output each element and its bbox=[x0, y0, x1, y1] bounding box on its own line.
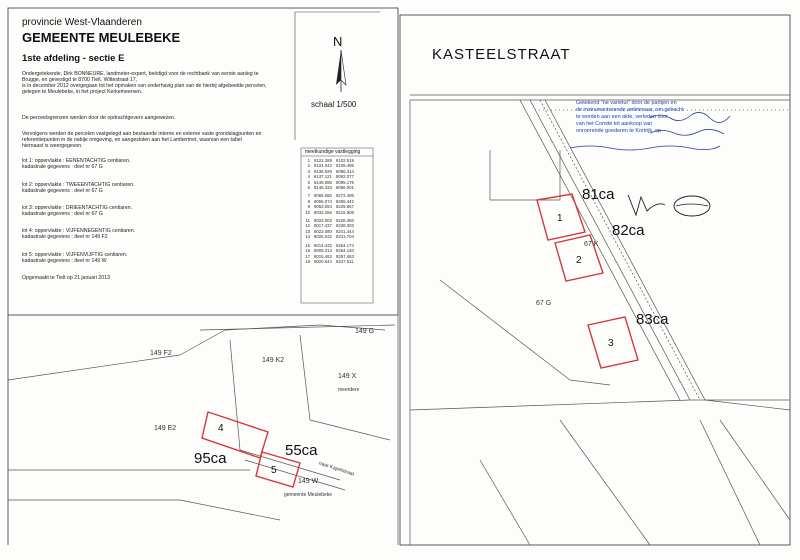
coord-table-cell: 9 bbox=[307, 204, 310, 210]
coord-table-cell: 5 bbox=[307, 179, 310, 185]
method-paragraph: Vervolgens werden de percelen vastgelegd aan bestaande interne en externe vaste grondslagpunten en referentiepunten in de nabije omgeving, en aangesloten aan het Lambertnet, waarvan een tabel hiernaast is weergegeven. bbox=[22, 131, 262, 149]
coord-table-cell: 8020.644 bbox=[314, 258, 332, 264]
lot-3-number: 3 bbox=[608, 338, 614, 349]
lot-4-description: lot 4: oppervlakte : VIJFENNEGENTIG centiaren. kadastrale gegevens : deel nr 149 F2 bbox=[22, 228, 136, 240]
signature-1 bbox=[628, 195, 665, 215]
parcel-meerdere: meerdere bbox=[338, 387, 360, 393]
coord-table-cell: 8215.908 bbox=[335, 209, 354, 215]
coord-table-cell: 8121.289 bbox=[314, 158, 332, 163]
coord-table-cell: 8231.704 bbox=[335, 234, 354, 240]
coord-table-cell: 8264.140 bbox=[335, 248, 354, 254]
coord-table-cell: 8022.003 bbox=[314, 218, 332, 224]
lot-1-description: lot 1: oppervlakte : EENENTACHTIG centiaren. kadastrale gegevens : deel nr 67 G bbox=[22, 158, 131, 170]
coord-table-cell: 8096.314 bbox=[335, 168, 354, 174]
gemeente-label: gemeente Meulebeke bbox=[284, 492, 333, 498]
lot-2-area: 82ca bbox=[612, 222, 645, 239]
coord-table-cell: 4 bbox=[307, 174, 310, 180]
coord-table-cell: 1 bbox=[307, 158, 310, 163]
lot-3-description: lot 3: oppervlakte : DRIEENTACHTIG centiaren. kadastrale gegevens : deel nr 67 G bbox=[22, 205, 133, 217]
naar-kapelstraat-label: naar Kapelstraat bbox=[317, 460, 355, 478]
province-label: provincie West-Vlaanderen bbox=[22, 17, 142, 28]
coord-table-cell: 8065.650 bbox=[314, 193, 332, 199]
coord-table-cell: 8014.422 bbox=[314, 242, 332, 248]
lot-4-number: 4 bbox=[218, 423, 224, 434]
parcel-149x: 149 X bbox=[338, 373, 357, 380]
lot-2-number: 2 bbox=[576, 255, 582, 266]
lot-4-area: 95ca bbox=[194, 450, 227, 467]
municipality-title: GEMEENTE MEULEBEKE bbox=[22, 30, 181, 45]
parcel-67g: 67 G bbox=[536, 300, 552, 307]
lot-5-area: 55ca bbox=[285, 442, 318, 459]
coord-table-cell: 8272.495 bbox=[335, 193, 354, 199]
coord-table-cell: 8025.022 bbox=[314, 234, 332, 240]
handwriting-line-1 bbox=[650, 112, 730, 122]
coord-table-cell: 8247.511 bbox=[335, 258, 354, 264]
coord-table-cell: 8238.303 bbox=[335, 223, 354, 229]
street-name: KASTEELSTRAAT bbox=[432, 46, 571, 63]
coord-table-cell: 8124.042 bbox=[314, 163, 332, 169]
ne-varietur-note: Getekend "ne varietur" door de partijen en de instrumenterende ambtenaar, om gehecht te worden aan een akte, verleden voor van het Comité tot aankoop van onroerende goederen te Kortrijk, op bbox=[576, 100, 684, 134]
lot-1-area: 81ca bbox=[582, 186, 615, 203]
coord-table-cell: 6 bbox=[307, 185, 310, 191]
parcel-149k2: 149 K2 bbox=[262, 357, 285, 364]
signature-2 bbox=[674, 196, 710, 216]
scale-label: schaal 1/500 bbox=[311, 100, 357, 109]
coord-table-cell: 12 bbox=[305, 223, 310, 229]
coord-table-cell: 8149.086 bbox=[314, 179, 332, 185]
coord-table-cell: 18 bbox=[305, 258, 310, 264]
coord-table-cell: 8009.314 bbox=[314, 248, 332, 254]
coord-table-cell: 8241.444 bbox=[335, 228, 354, 234]
coord-table-cell: 8095.175 bbox=[335, 179, 354, 185]
parcel-149e2: 149 E2 bbox=[154, 425, 177, 432]
coord-table-cell: 2 bbox=[307, 163, 310, 169]
coord-table-cell: 8023.080 bbox=[314, 228, 332, 234]
coord-table-cell: 17 bbox=[305, 253, 310, 259]
coord-table-cell: 8138.929 bbox=[314, 168, 332, 174]
coord-table-cell: 16 bbox=[305, 248, 310, 254]
handwriting-line-2 bbox=[650, 129, 724, 135]
coord-table-cell: 8257.463 bbox=[335, 253, 354, 259]
coord-table-cell: 8053.094 bbox=[314, 204, 332, 210]
coord-table-cell: 3 bbox=[307, 168, 310, 174]
coord-table-cell: 14 bbox=[305, 234, 310, 240]
lot-3-area: 83ca bbox=[636, 311, 669, 328]
handwriting-line-3 bbox=[570, 146, 720, 150]
lot-2-description: lot 2: oppervlakte : TWEEENTACHTIG centiaren. kadastrale gegevens : deel nr 67 G bbox=[22, 182, 135, 194]
boundary-note: De perceelsgrenzen werden door de opdrachtgevers aangewezen. bbox=[22, 115, 176, 121]
parcel-149f2: 149 F2 bbox=[150, 350, 172, 357]
coord-table-cell: 8264.174 bbox=[335, 242, 354, 248]
coord-table-cell: 8106.495 bbox=[335, 163, 354, 169]
footer-note: Opgemaakt te Tielt op 21 januari 2013 bbox=[22, 275, 110, 281]
parcel-149w: 149 W bbox=[298, 478, 319, 485]
intro-paragraph: Ondergetekende, Dirk BONNEURE, landmeter-expert, beëdigd voor de rechtbank van eerste aanleg te Brugge, en gevestigd te 8700 Tielt, Wittestraat 17, is in december 2012 overgegaan tot het opmaken van onderhavig plan van de hierbij afgebeelde percelen, gelegen te Meulebeke, in het project Kerkemeersen. bbox=[22, 71, 267, 95]
coord-table-cell: 11 bbox=[305, 218, 310, 224]
coord-table-cell: 8017.437 bbox=[314, 223, 332, 229]
coord-table-title: meetkundige vastlegging bbox=[305, 149, 361, 155]
coord-table-cell: 8229.667 bbox=[335, 204, 354, 210]
coord-table-cell: 8137.121 bbox=[314, 174, 332, 180]
lot-5-number: 5 bbox=[271, 465, 277, 476]
coord-table-cell: 8255.442 bbox=[335, 198, 354, 204]
coord-table-cell: 8092.077 bbox=[335, 174, 354, 180]
coord-table-cell: 7 bbox=[307, 193, 310, 199]
coord-table-cell: 8146.333 bbox=[314, 185, 332, 191]
coord-table-cell: 8102.519 bbox=[335, 158, 354, 163]
north-letter: N bbox=[333, 34, 343, 49]
coord-table-cell: 8 bbox=[307, 198, 310, 204]
coord-table-cell: 10 bbox=[305, 209, 310, 215]
lot-1-number: 1 bbox=[557, 213, 563, 224]
section-title: 1ste afdeling - sectie E bbox=[22, 53, 125, 64]
coord-table-cell: 8066.074 bbox=[314, 198, 332, 204]
coord-table-cell: 8086.001 bbox=[335, 185, 354, 191]
lot-5-description: lot 5: oppervlakte : VIJFENVIJFTIG centiaren. kadastrale gegevens : deel nr 149 W bbox=[22, 252, 128, 264]
parcel-149g: 149 G bbox=[355, 328, 375, 335]
coord-table-cell: 8015.482 bbox=[314, 253, 332, 259]
parcel-67k: 67 K bbox=[584, 241, 599, 248]
coord-table-cell: 15 bbox=[305, 242, 310, 248]
coord-table-cell: 8032.256 bbox=[314, 209, 332, 215]
coord-table-cell: 8228.356 bbox=[335, 218, 354, 224]
coord-table-cell: 13 bbox=[305, 228, 310, 234]
